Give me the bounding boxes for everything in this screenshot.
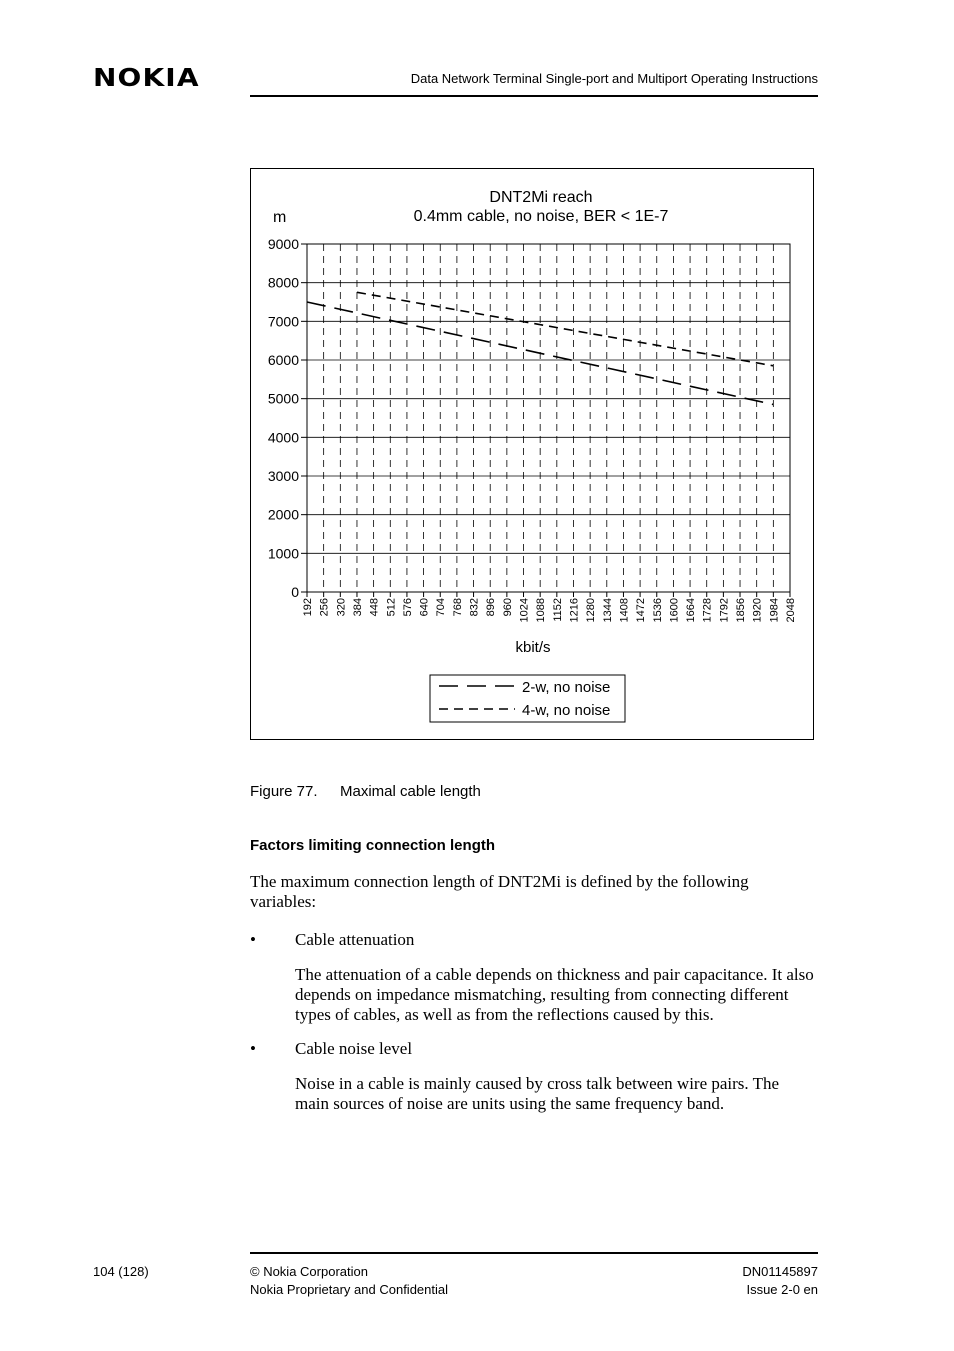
bullet-description: The attenuation of a cable depends on thickness and pair capacitance. It also depends on impedance mismatching, resulting from connecting different types of cables, as well as from the reflections caused by this. [295, 965, 814, 1024]
x-tick-label: 192 [302, 598, 314, 617]
x-tick-label: 1856 [735, 598, 748, 623]
footer-rule [250, 1252, 818, 1254]
x-tick-label: 1408 [618, 598, 631, 623]
bullet-description: Noise in a cable is mainly caused by cross talk between wire pairs. The main sources of noise are units using the same frequency band. [295, 1074, 780, 1113]
issue-number: Issue 2-0 en [746, 1282, 818, 1297]
x-tick-label: 768 [451, 598, 464, 617]
x-tick-label: 1536 [651, 598, 664, 623]
x-tick-label: 1472 [635, 598, 648, 623]
reach-chart [251, 169, 813, 739]
copyright: © Nokia Corporation [250, 1264, 368, 1279]
x-tick-label: 384 [351, 598, 364, 617]
x-tick-label: 1344 [601, 598, 614, 623]
x-tick-label: 2048 [785, 598, 797, 623]
x-tick-label: 1280 [585, 598, 598, 623]
y-axis-label: m [273, 209, 287, 226]
page-number: 104 (128) [93, 1264, 149, 1279]
x-tick-label: 1984 [768, 598, 781, 623]
x-tick-label: 704 [435, 598, 448, 617]
y-tick-label: 9000 [267, 236, 299, 252]
bullet-symbol: • [250, 930, 256, 949]
x-tick-label: 256 [318, 598, 331, 617]
x-tick-label: 512 [385, 598, 398, 617]
x-tick-label: 832 [468, 598, 481, 617]
x-tick-label: 1600 [668, 598, 681, 623]
y-tick-label: 8000 [267, 274, 299, 291]
series-line-4w [357, 292, 773, 366]
y-tick-label: 6000 [267, 352, 299, 368]
bullet-symbol: • [250, 1039, 256, 1058]
figure-frame [250, 168, 814, 740]
intro-paragraph: The maximum connection length of DNT2Mi is defined by the following variables: [250, 872, 749, 911]
bullet-title: Cable attenuation [295, 930, 415, 949]
x-tick-label: 448 [368, 598, 381, 617]
legend [430, 675, 625, 722]
x-tick-label: 1728 [701, 598, 714, 623]
nokia-logo: NOKIA [93, 63, 200, 92]
header-title: Data Network Terminal Single-port and Multiport Operating Instructions [410, 71, 818, 86]
header-rule [250, 95, 818, 97]
y-tick-label: 3000 [267, 468, 299, 484]
y-tick-label: 2000 [267, 506, 299, 523]
document-id: DN01145897 [742, 1264, 818, 1279]
x-tick-label: 1152 [551, 598, 564, 622]
figure-number: Figure 77. [250, 783, 318, 800]
legend-label-4w: 4-w, no noise [522, 702, 611, 719]
y-tick-label: 4000 [267, 429, 299, 446]
figure-caption-text: Maximal cable length [340, 783, 481, 800]
x-tick-label: 1024 [518, 598, 531, 623]
x-tick-label: 320 [335, 598, 348, 617]
x-tick-label: 576 [401, 598, 414, 617]
x-tick-label: 1792 [718, 598, 731, 623]
y-tick-label: 0 [291, 584, 299, 600]
chart-title: DNT2Mi reach [489, 189, 593, 206]
ticks [268, 236, 797, 622]
bullet-title: Cable noise level [295, 1039, 413, 1058]
x-tick-label: 1664 [685, 598, 698, 623]
x-tick-label: 896 [485, 598, 498, 617]
x-tick-label: 640 [418, 598, 431, 617]
y-tick-label: 1000 [267, 545, 299, 562]
y-tick-label: 7000 [267, 313, 299, 330]
chart-subtitle: 0.4mm cable, no noise, BER < 1E-7 [413, 208, 669, 225]
x-tick-label: 1088 [535, 598, 548, 623]
legend-label-2w: 2-w, no noise [522, 679, 611, 696]
x-tick-label: 1920 [751, 598, 764, 623]
section-heading: Factors limiting connection length [250, 837, 496, 854]
figure-caption [250, 783, 481, 801]
x-tick-label: 1216 [568, 598, 581, 623]
confidentiality-note: Nokia Proprietary and Confidential [250, 1282, 448, 1297]
x-axis-label: kbit/s [515, 639, 551, 656]
y-tick-label: 5000 [267, 390, 299, 407]
x-tick-label: 960 [501, 598, 514, 617]
